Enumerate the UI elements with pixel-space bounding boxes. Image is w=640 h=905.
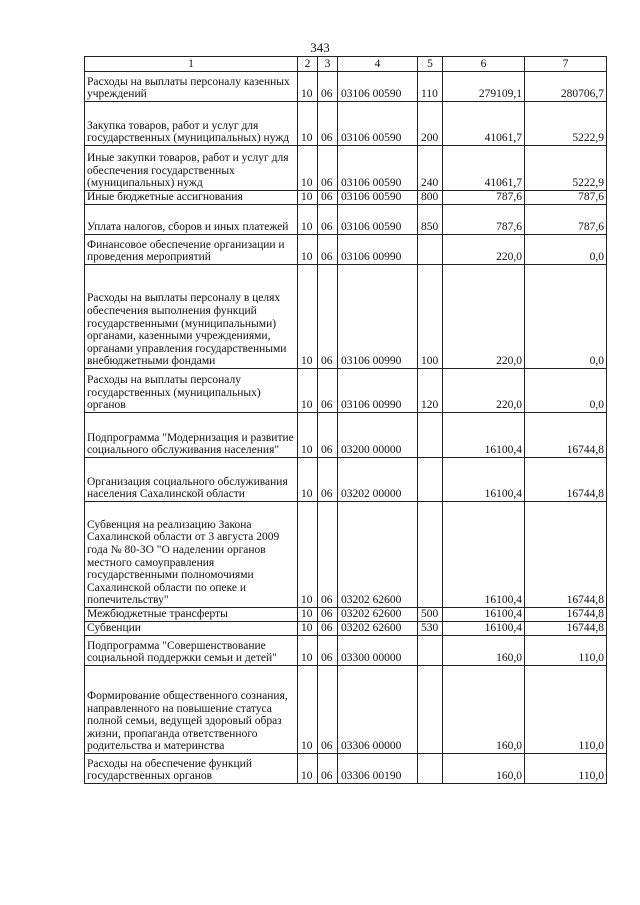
cell-amount-2: 110,0 <box>525 636 607 666</box>
cell-section: 10 <box>298 102 318 146</box>
cell-name: Расходы на выплаты персоналу в целях обеспечения выполнения функций государственными (муниципальными) органами, казенными учреждениями, органами управления государственными внебюджетными фондами <box>85 265 298 369</box>
cell-amount-2: 16744,8 <box>525 622 607 636</box>
table-row <box>85 265 607 369</box>
cell-name: Иные бюджетные ассигнования <box>85 191 298 205</box>
cell-expense-type: 100 <box>418 265 443 369</box>
cell-amount-1: 220,0 <box>443 265 525 369</box>
cell-name: Субвенции <box>85 622 298 636</box>
cell-amount-1: 16100,4 <box>443 458 525 502</box>
cell-section: 10 <box>298 146 318 191</box>
cell-subsection: 06 <box>318 502 338 608</box>
cell-amount-1: 279109,1 <box>443 72 525 102</box>
cell-name: Расходы на обеспечение функций государственных органов <box>85 754 298 784</box>
cell-subsection: 06 <box>318 458 338 502</box>
cell-subsection: 06 <box>318 413 338 458</box>
header-cell: 3 <box>318 57 338 72</box>
table-row <box>85 205 607 235</box>
cell-amount-2: 0,0 <box>525 265 607 369</box>
table-row <box>85 608 607 622</box>
cell-amount-2: 16744,8 <box>525 413 607 458</box>
cell-subsection: 06 <box>318 102 338 146</box>
cell-target-article: 03306 00000 <box>338 666 418 754</box>
cell-amount-1: 160,0 <box>443 754 525 784</box>
cell-amount-1: 160,0 <box>443 666 525 754</box>
table-row <box>85 413 607 458</box>
cell-section: 10 <box>298 72 318 102</box>
cell-amount-1: 41061,7 <box>443 146 525 191</box>
budget-table <box>84 56 607 784</box>
cell-section: 10 <box>298 458 318 502</box>
table-row <box>85 622 607 636</box>
cell-section: 10 <box>298 191 318 205</box>
cell-target-article: 03106 00590 <box>338 205 418 235</box>
page-number: 343 <box>310 40 330 55</box>
header-cell: 2 <box>298 57 318 72</box>
cell-expense-type <box>418 413 443 458</box>
cell-expense-type: 240 <box>418 146 443 191</box>
cell-amount-2: 110,0 <box>525 666 607 754</box>
table-row <box>85 754 607 784</box>
table-body <box>85 57 607 784</box>
table-row <box>85 72 607 102</box>
table-row <box>85 191 607 205</box>
cell-subsection: 06 <box>318 622 338 636</box>
cell-expense-type <box>418 235 443 265</box>
cell-subsection: 06 <box>318 191 338 205</box>
cell-name: Субвенция на реализацию Закона Сахалинской области от 3 августа 2009 года № 80-ЗО "О наделении органов местного самоуправления государственными полномочиями Сахалинской области по опеке и попечительству" <box>85 502 298 608</box>
cell-amount-2: 5222,9 <box>525 102 607 146</box>
header-cell: 5 <box>418 57 443 72</box>
cell-amount-1: 16100,4 <box>443 622 525 636</box>
cell-expense-type: 120 <box>418 369 443 413</box>
cell-target-article: 03106 00590 <box>338 146 418 191</box>
table-row <box>85 636 607 666</box>
cell-section: 10 <box>298 666 318 754</box>
table-row <box>85 369 607 413</box>
cell-name: Подпрограмма "Совершенствование социальной поддержки семьи и детей" <box>85 636 298 666</box>
cell-name: Финансовое обеспечение организации и проведения мероприятий <box>85 235 298 265</box>
cell-section: 10 <box>298 265 318 369</box>
cell-expense-type <box>418 458 443 502</box>
cell-target-article: 03200 00000 <box>338 413 418 458</box>
cell-amount-2: 280706,7 <box>525 72 607 102</box>
table-row <box>85 666 607 754</box>
cell-target-article: 03106 00990 <box>338 265 418 369</box>
cell-section: 10 <box>298 636 318 666</box>
table-row <box>85 458 607 502</box>
table-row <box>85 146 607 191</box>
cell-amount-1: 41061,7 <box>443 102 525 146</box>
cell-name: Формирование общественного сознания, направленного на повышение статуса полной семьи, ведущей здоровый образ жизни, пропаганда ответственного родительства и материнства <box>85 666 298 754</box>
cell-section: 10 <box>298 235 318 265</box>
header-cell: 6 <box>443 57 525 72</box>
cell-target-article: 03106 00990 <box>338 235 418 265</box>
header-cell: 4 <box>338 57 418 72</box>
cell-target-article: 03106 00590 <box>338 102 418 146</box>
cell-section: 10 <box>298 205 318 235</box>
cell-section: 10 <box>298 413 318 458</box>
cell-subsection: 06 <box>318 235 338 265</box>
cell-amount-1: 220,0 <box>443 235 525 265</box>
cell-name: Расходы на выплаты персоналу казенных учреждений <box>85 72 298 102</box>
cell-section: 10 <box>298 622 318 636</box>
cell-name: Закупка товаров, работ и услуг для государственных (муниципальных) нужд <box>85 102 298 146</box>
cell-subsection: 06 <box>318 72 338 102</box>
cell-amount-1: 787,6 <box>443 205 525 235</box>
cell-target-article: 03106 00590 <box>338 72 418 102</box>
cell-amount-1: 16100,4 <box>443 413 525 458</box>
cell-subsection: 06 <box>318 205 338 235</box>
cell-section: 10 <box>298 754 318 784</box>
cell-subsection: 06 <box>318 754 338 784</box>
cell-target-article: 03202 62600 <box>338 502 418 608</box>
cell-subsection: 06 <box>318 666 338 754</box>
cell-name: Межбюджетные трансферты <box>85 608 298 622</box>
cell-target-article: 03202 62600 <box>338 622 418 636</box>
table-row <box>85 502 607 608</box>
cell-target-article: 03106 00590 <box>338 191 418 205</box>
cell-amount-1: 160,0 <box>443 636 525 666</box>
cell-amount-2: 0,0 <box>525 235 607 265</box>
cell-expense-type <box>418 502 443 608</box>
cell-amount-1: 16100,4 <box>443 502 525 608</box>
cell-target-article: 03202 62600 <box>338 608 418 622</box>
cell-name: Уплата налогов, сборов и иных платежей <box>85 205 298 235</box>
cell-expense-type: 530 <box>418 622 443 636</box>
header-cell: 1 <box>85 57 298 72</box>
cell-amount-2: 16744,8 <box>525 608 607 622</box>
cell-name: Организация социального обслуживания населения Сахалинской области <box>85 458 298 502</box>
header-cell: 7 <box>525 57 607 72</box>
cell-expense-type <box>418 636 443 666</box>
cell-subsection: 06 <box>318 369 338 413</box>
cell-expense-type: 110 <box>418 72 443 102</box>
cell-section: 10 <box>298 502 318 608</box>
cell-amount-1: 787,6 <box>443 191 525 205</box>
cell-amount-2: 16744,8 <box>525 458 607 502</box>
cell-name: Подпрограмма "Модернизация и развитие социального обслуживания населения" <box>85 413 298 458</box>
cell-expense-type: 850 <box>418 205 443 235</box>
cell-amount-2: 787,6 <box>525 205 607 235</box>
cell-amount-2: 16744,8 <box>525 502 607 608</box>
cell-amount-1: 220,0 <box>443 369 525 413</box>
cell-name: Расходы на выплаты персоналу государственных (муниципальных) органов <box>85 369 298 413</box>
cell-target-article: 03106 00990 <box>338 369 418 413</box>
cell-amount-2: 5222,9 <box>525 146 607 191</box>
cell-expense-type <box>418 666 443 754</box>
cell-subsection: 06 <box>318 146 338 191</box>
cell-section: 10 <box>298 369 318 413</box>
cell-expense-type <box>418 754 443 784</box>
cell-target-article: 03306 00190 <box>338 754 418 784</box>
cell-amount-2: 0,0 <box>525 369 607 413</box>
cell-amount-1: 16100,4 <box>443 608 525 622</box>
table-row <box>85 102 607 146</box>
cell-subsection: 06 <box>318 608 338 622</box>
cell-section: 10 <box>298 608 318 622</box>
cell-expense-type: 200 <box>418 102 443 146</box>
cell-expense-type: 800 <box>418 191 443 205</box>
cell-target-article: 03300 00000 <box>338 636 418 666</box>
cell-amount-2: 787,6 <box>525 191 607 205</box>
cell-subsection: 06 <box>318 265 338 369</box>
cell-expense-type: 500 <box>418 608 443 622</box>
table-header-row <box>85 57 607 72</box>
cell-name: Иные закупки товаров, работ и услуг для обеспечения государственных (муниципальных) нужд <box>85 146 298 191</box>
cell-amount-2: 110,0 <box>525 754 607 784</box>
cell-target-article: 03202 00000 <box>338 458 418 502</box>
table-row <box>85 235 607 265</box>
cell-subsection: 06 <box>318 636 338 666</box>
